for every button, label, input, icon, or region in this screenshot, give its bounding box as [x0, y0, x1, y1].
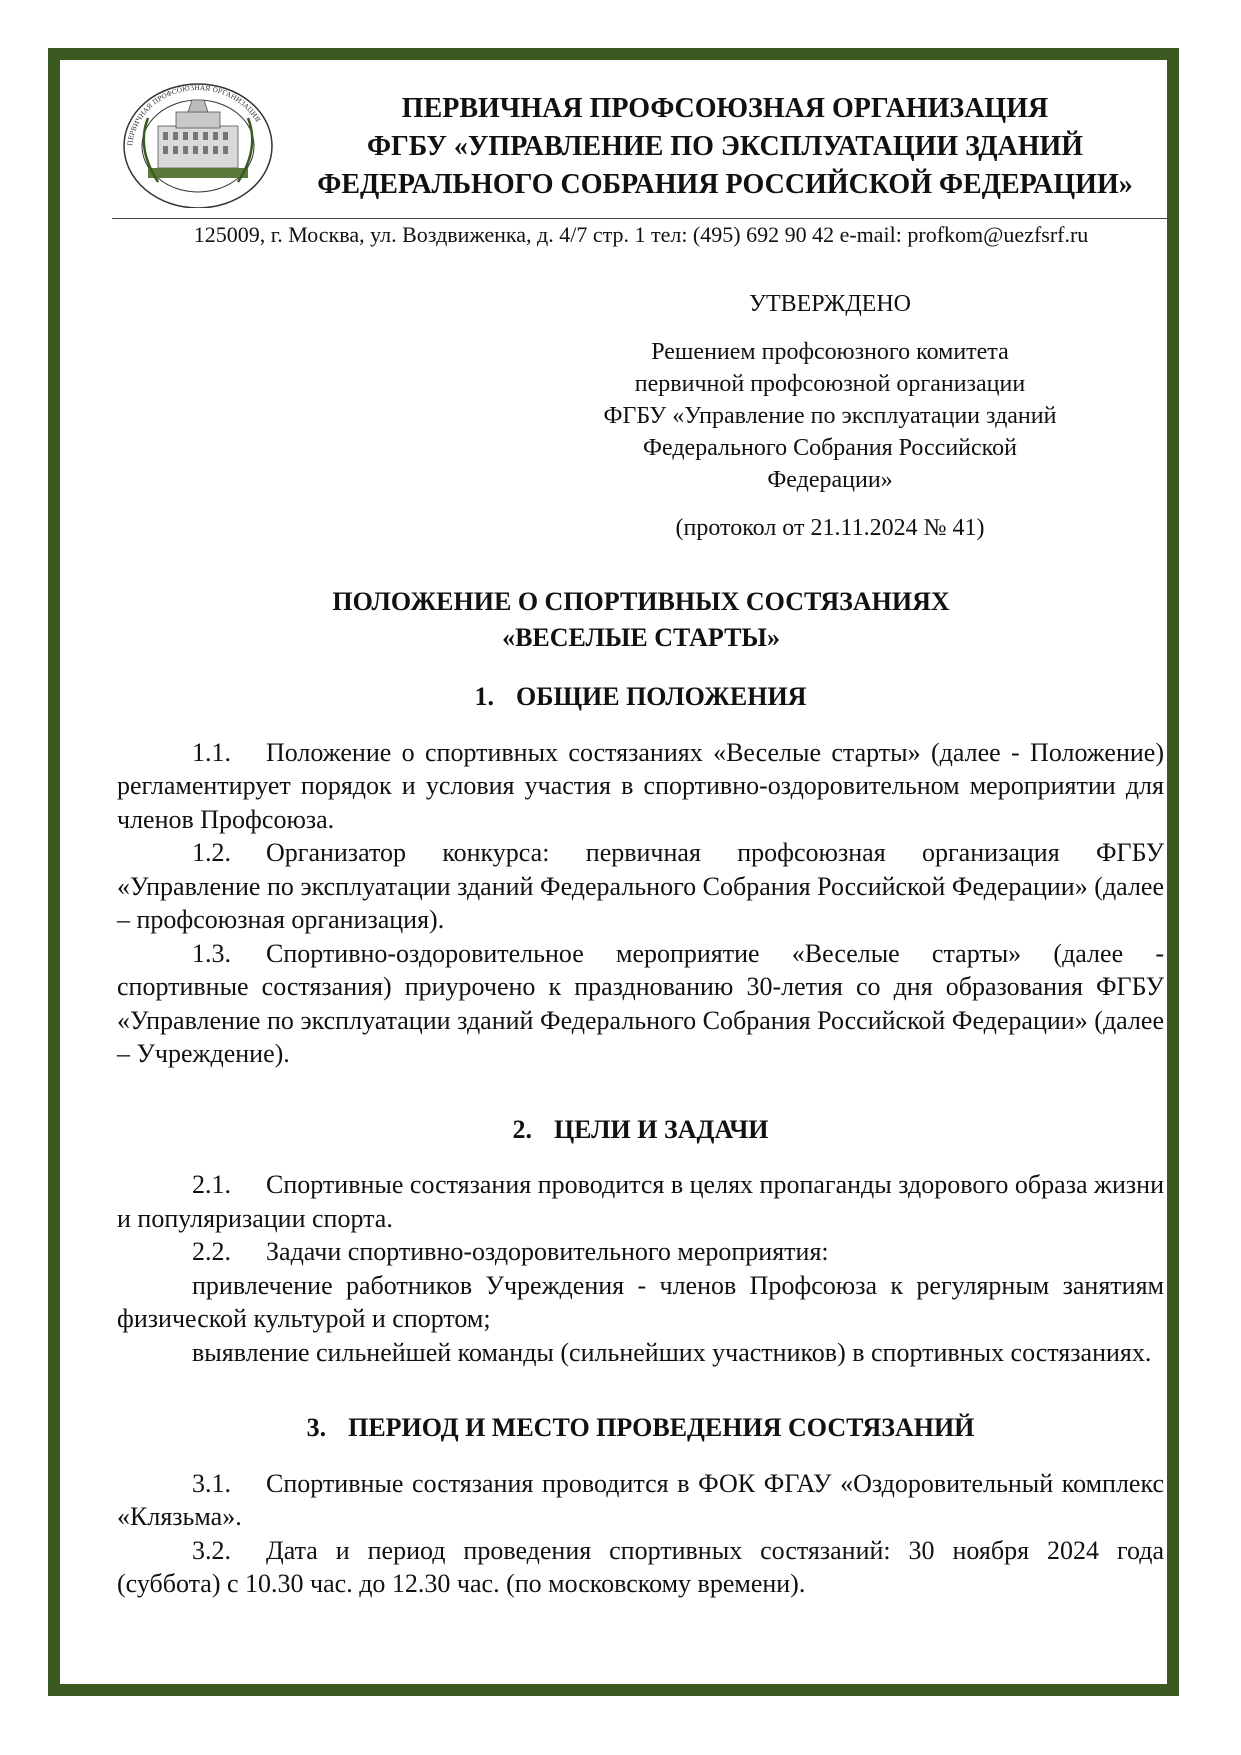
document-title	[112, 584, 1170, 656]
clause-number: 3.2.	[192, 1535, 231, 1565]
clause-text: Положение о спортивных состязаниях «Веселые старты» (далее - Положение) регламентирует порядок и условия участия в спортивно-оздоровительном мероприятии для членов Профсоюза.	[117, 737, 1164, 834]
document-title-line-1: ПОЛОЖЕНИЕ О СПОРТИВНЫХ СОСТЯЗАНИЯХ	[332, 587, 950, 616]
document-body	[117, 680, 1164, 1601]
section-heading	[117, 1113, 1164, 1147]
section-title: ЦЕЛИ И ЗАДАЧИ	[553, 1114, 769, 1144]
organization-title	[270, 90, 1180, 204]
clause-text: Спортивные состязания проводится в ФОК ФГАУ «Оздоровительный комплекс «Клязьма».	[117, 1468, 1164, 1531]
clause-paragraph	[117, 1534, 1164, 1601]
approval-protocol: (протокол от 21.11.2024 № 41)	[675, 515, 985, 541]
approval-block	[600, 288, 1060, 544]
header-divider	[112, 218, 1170, 219]
approval-line-2: первичной профсоюзной организации	[634, 371, 1026, 397]
task-paragraph: привлечение работников Учреждения - членов Профсоюза к регулярным занятиям физической культурой и спортом;	[117, 1270, 1164, 1333]
clause-number: 2.1.	[192, 1170, 231, 1199]
clause-text: Спортивные состязания проводится в целях пропаганды здорового образа жизни и популяризации спорта.	[117, 1170, 1164, 1233]
org-title-line-3: ФЕДЕРАЛЬНОГО СОБРАНИЯ РОССИЙСКОЙ ФЕДЕРАЦИИ»	[317, 169, 1133, 200]
organization-emblem-logo	[118, 78, 278, 208]
svg-text:ПЕРВИЧНАЯ ПРОФСОЮЗНАЯ ОРГАНИЗА: ПЕРВИЧНАЯ ПРОФСОЮЗНАЯ ОРГАНИЗАЦИЯ	[126, 83, 262, 147]
clause-paragraph	[117, 736, 1164, 837]
clause-paragraph	[117, 1235, 1164, 1269]
approval-line-1: Решением профсоюзного комитета	[651, 339, 1009, 365]
organization-address: 125009, г. Москва, ул. Воздвиженка, д. 4/7 стр. 1 тел: (495) 692 90 42 e-mail: profkom@uezfsrf.ru	[193, 222, 1089, 247]
clause-number: 2.2.	[192, 1237, 231, 1266]
section-heading	[117, 680, 1164, 714]
clause-paragraph	[117, 1168, 1164, 1235]
clause-number: 3.1.	[192, 1468, 231, 1498]
org-title-line-1: ПЕРВИЧНАЯ ПРОФСОЮЗНАЯ ОРГАНИЗАЦИЯ	[401, 93, 1049, 124]
clause-number: 1.3.	[192, 938, 231, 968]
section-title: ПЕРИОД И МЕСТО ПРОВЕДЕНИЯ СОСТЯЗАНИЙ	[348, 1413, 975, 1442]
org-title-line-2: ФГБУ «УПРАВЛЕНИЕ ПО ЭКСПЛУАТАЦИИ ЗДАНИЙ	[366, 131, 1084, 162]
clause-text: Задачи спортивно-оздоровительного мероприятия:	[266, 1237, 829, 1266]
approval-line-3: ФГБУ «Управление по эксплуатации зданий	[603, 403, 1057, 429]
section-heading	[117, 1411, 1164, 1445]
approval-line-4: Федерального Собрания Российской Федерации»	[643, 435, 1017, 493]
clause-text: Организатор конкурса: первичная профсоюзная организация ФГБУ «Управление по эксплуатации зданий Федерального Собрания Российской Федерации» (далее – профсоюзная организация).	[117, 838, 1164, 934]
section-number: 2.	[512, 1114, 532, 1144]
clause-text: Дата и период проведения спортивных состязаний: 30 ноября 2024 года (суббота) с 10.30 час. до 12.30 час. (по московскому времени).	[117, 1535, 1164, 1598]
task-paragraph: выявление сильнейшей команды (сильнейших участников) в спортивных состязаниях.	[192, 1337, 1152, 1367]
section-title: ОБЩИЕ ПОЛОЖЕНИЯ	[516, 682, 807, 711]
clause-paragraph	[117, 1467, 1164, 1534]
clause-paragraph	[117, 937, 1164, 1071]
section-number: 3.	[306, 1413, 327, 1442]
clause-text: Спортивно-оздоровительное мероприятие «Веселые старты» (далее - спортивные состязания) приурочено к празднованию 30-летия со дня образования ФГБУ «Управление по эксплуатации зданий Федерального Собрания Российской Федерации» (далее – Учреждение).	[117, 938, 1164, 1068]
clause-number: 1.2.	[192, 838, 231, 867]
section-number: 1.	[474, 682, 495, 711]
clause-number: 1.1.	[192, 737, 231, 767]
document-title-line-2: «ВЕСЕЛЫЕ СТАРТЫ»	[502, 623, 780, 652]
approval-heading: УТВЕРЖДЕНО	[748, 291, 912, 317]
clause-paragraph	[117, 836, 1164, 937]
